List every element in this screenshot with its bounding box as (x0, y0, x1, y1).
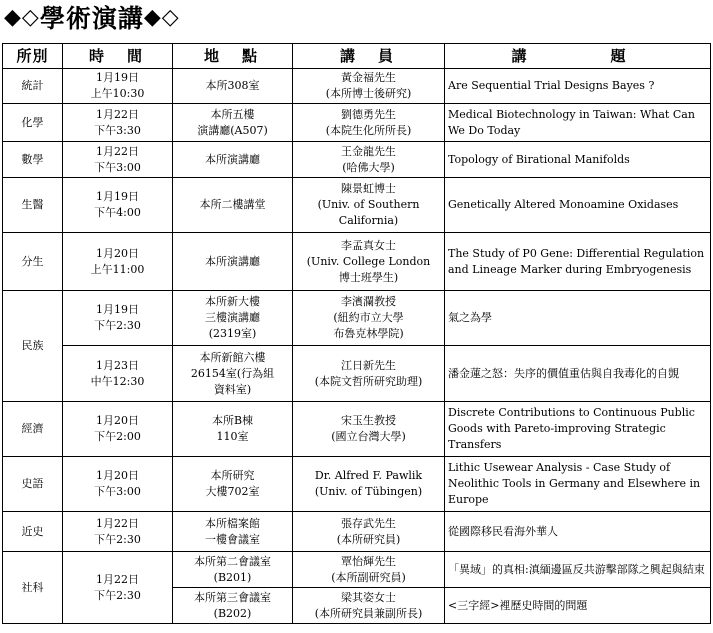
dept-cell: 統計 (3, 69, 63, 104)
time-cell: 1月22日 下午3:30 (63, 104, 173, 142)
topic-cell: 「異域」的真相:滇緬邊區反共游擊部隊之興起與結束 (445, 552, 711, 588)
place-cell: 本所第二會議室 (B201) (173, 552, 293, 588)
time-cell: 1月19日 下午4:00 (63, 178, 173, 233)
table-row (3, 346, 711, 402)
table-row (3, 402, 711, 457)
time-cell: 1月22日 下午3:00 (63, 142, 173, 178)
topic-cell: 氣之為學 (445, 291, 711, 346)
place-cell: 本所演講廳 (173, 233, 293, 291)
time-cell: 1月20日 上午11:00 (63, 233, 173, 291)
table-row (3, 142, 711, 178)
topic-cell: 從國際移民看海外華人 (445, 512, 711, 552)
time-cell: 1月19日 下午2:30 (63, 291, 173, 346)
table-row (3, 552, 711, 588)
page-title (4, 0, 180, 34)
topic-cell: Are Sequential Trial Designs Bayes ? (445, 69, 711, 104)
table-row (3, 178, 711, 233)
time-cell: 1月22日 下午2:30 (63, 512, 173, 552)
topic-cell: 潘金蓮之怒：失序的價值重估與自我毒化的自覬 (445, 346, 711, 402)
topic-cell: <三字經>裡歷史時間的問題 (445, 588, 711, 624)
table-row (3, 233, 711, 291)
topic-cell: Topology of Birational Manifolds (445, 142, 711, 178)
speaker-cell: 張存武先生 (本所研究員) (293, 512, 445, 552)
time-cell: 1月22日 下午2:30 (63, 552, 173, 624)
time-cell: 1月19日 上午10:30 (63, 69, 173, 104)
time-cell: 1月20日 下午3:00 (63, 457, 173, 512)
dept-cell: 化學 (3, 104, 63, 142)
speaker-cell: 江日新先生 (本院文哲所研究助理) (293, 346, 445, 402)
place-cell: 本所B棟 110室 (173, 402, 293, 457)
dept-cell: 分生 (3, 233, 63, 291)
table-row (3, 512, 711, 552)
place-cell: 本所二樓講堂 (173, 178, 293, 233)
speaker-cell: 李濱瀾教授 (紐約市立大學 布魯克林學院) (293, 291, 445, 346)
place-cell: 本所308室 (173, 69, 293, 104)
lecture-table (2, 43, 711, 624)
dept-cell: 史語 (3, 457, 63, 512)
place-cell: 本所研究 大樓702室 (173, 457, 293, 512)
dept-cell: 社科 (3, 552, 63, 624)
dept-cell: 生醫 (3, 178, 63, 233)
header-dept: 所別 (3, 44, 63, 69)
table-row (3, 104, 711, 142)
diamond-left-icon: ◆◇ (4, 4, 40, 30)
time-cell: 1月20日 下午2:00 (63, 402, 173, 457)
speaker-cell: 劉德勇先生 (本院生化所所長) (293, 104, 445, 142)
speaker-cell: 宋玉生教授 (國立台灣大學) (293, 402, 445, 457)
table-row (3, 69, 711, 104)
place-cell: 本所新館六樓 26154室(行為組 資料室) (173, 346, 293, 402)
time-cell: 1月23日 中午12:30 (63, 346, 173, 402)
table-row (3, 291, 711, 346)
speaker-cell: 陳景虹博士 (Univ. of Southern California) (293, 178, 445, 233)
title-text: 學術演講 (39, 4, 144, 33)
place-cell: 本所檔案館 一樓會議室 (173, 512, 293, 552)
speaker-cell: 黃金福先生 (本所博士後研究) (293, 69, 445, 104)
speaker-cell: 梁其姿女士 (本所研究員兼副所長) (293, 588, 445, 624)
topic-cell: Medical Biotechnology in Taiwan: What Can We Do Today (445, 104, 711, 142)
dept-cell: 數學 (3, 142, 63, 178)
dept-cell: 民族 (3, 291, 63, 402)
speaker-cell: 王金龍先生 (哈佛大學) (293, 142, 445, 178)
topic-cell: Discrete Contributions to Continuous Public Goods with Pareto-improving Strategic Transfers (445, 402, 711, 457)
place-cell: 本所演講廳 (173, 142, 293, 178)
dept-cell: 經濟 (3, 402, 63, 457)
place-cell: 本所五樓 演講廳(A507) (173, 104, 293, 142)
topic-cell: The Study of P0 Gene: Differential Regulation and Lineage Marker during Embryogenesis (445, 233, 711, 291)
header-speaker: 講 員 (293, 44, 445, 69)
header-place: 地 點 (173, 44, 293, 69)
header-time: 時 間 (63, 44, 173, 69)
speaker-cell: 覃怡輝先生 (本所副研究員) (293, 552, 445, 588)
header-row (3, 44, 711, 69)
speaker-cell: 李孟真女士 (Univ. College London 博士班學生) (293, 233, 445, 291)
dept-cell: 近史 (3, 512, 63, 552)
place-cell: 本所新大樓 三樓演講廳 (2319室) (173, 291, 293, 346)
header-topic: 講 題 (445, 44, 711, 69)
table-row (3, 457, 711, 512)
diamond-right-icon: ◆◇ (143, 4, 180, 30)
speaker-cell: Dr. Alfred F. Pawlik (Univ. of Tübingen) (293, 457, 445, 512)
topic-cell: Genetically Altered Monoamine Oxidases (445, 178, 711, 233)
topic-cell: Lithic Usewear Analysis - Case Study of Neolithic Tools in Germany and Elsewhere in Europe (445, 457, 711, 512)
place-cell: 本所第三會議室 (B202) (173, 588, 293, 624)
